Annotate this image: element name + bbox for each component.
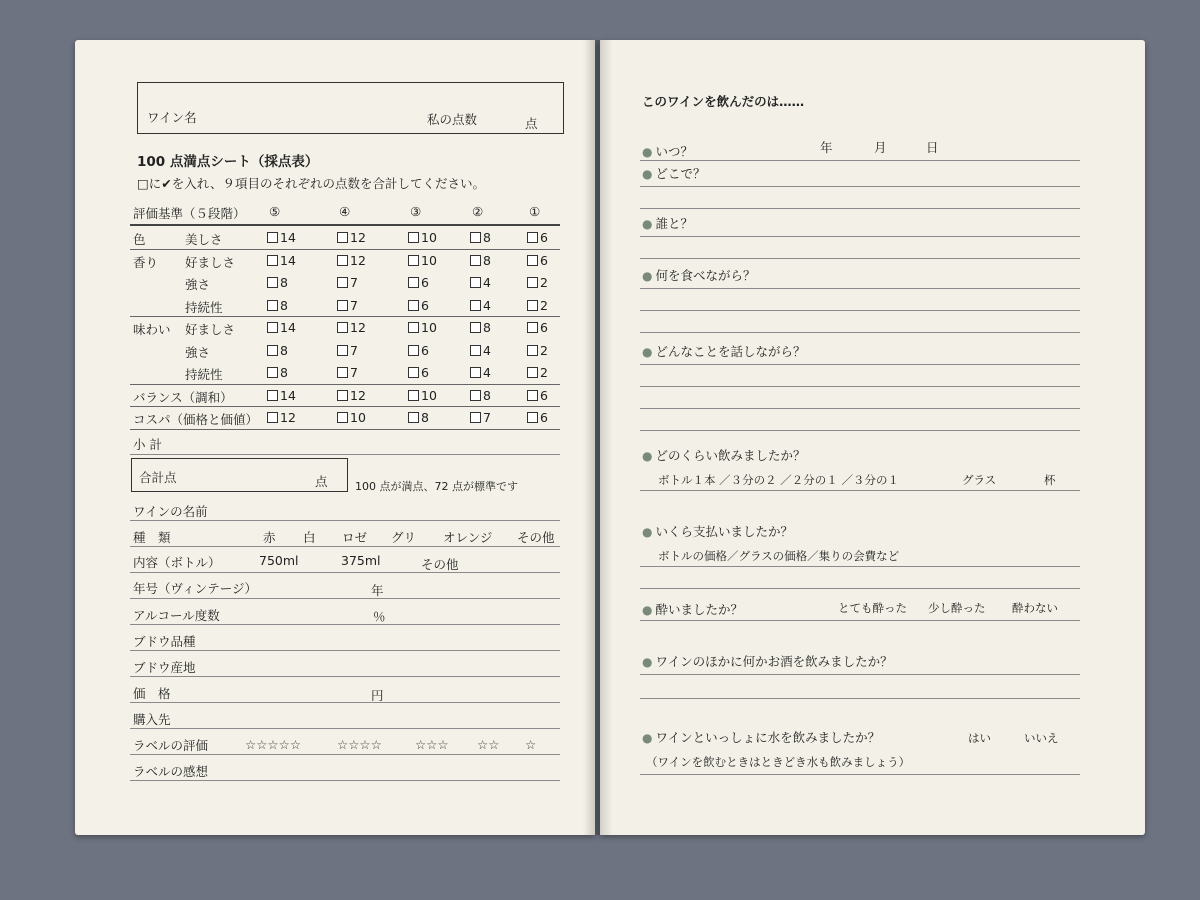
amount-options: ボトル１本 ／３分の２ ／２分の１ ／３分の１ bbox=[658, 473, 899, 487]
water-yes: はい bbox=[968, 731, 991, 745]
total-label: 合計点 bbox=[139, 470, 177, 485]
score-checkbox[interactable]: 7 bbox=[337, 343, 358, 358]
wine-full-name-label: ワインの名前 bbox=[133, 504, 208, 519]
info-rule bbox=[130, 728, 560, 729]
answer-line bbox=[640, 364, 1080, 365]
score-checkbox[interactable]: 2 bbox=[527, 298, 548, 313]
score-checkbox[interactable]: 12 bbox=[337, 253, 366, 268]
answer-line bbox=[640, 620, 1080, 621]
page-gutter bbox=[583, 40, 613, 835]
sheet-title: 100 点満点シート（採点表） bbox=[137, 154, 319, 170]
volume-label: 内容（ボトル） bbox=[133, 555, 221, 570]
score-level-header: ⑤ bbox=[269, 204, 281, 219]
score-checkbox[interactable]: 4 bbox=[470, 298, 491, 313]
score-level-header: ① bbox=[529, 204, 541, 219]
score-checkbox[interactable]: 8 bbox=[470, 230, 491, 245]
subtotal-rule bbox=[130, 454, 560, 455]
score-checkbox[interactable]: 14 bbox=[267, 320, 296, 335]
vintage-unit: 年 bbox=[371, 583, 384, 598]
when-question: ● いつ？ bbox=[642, 142, 693, 160]
drunk-very: とても酔った bbox=[838, 601, 907, 615]
amount-question: ● どのくらい飲みましたか？ bbox=[642, 446, 806, 464]
answer-line bbox=[640, 408, 1080, 409]
volume-375: 375ml bbox=[341, 553, 381, 568]
score-checkbox[interactable]: 8 bbox=[470, 388, 491, 403]
grape-label: ブドウ品種 bbox=[133, 634, 196, 649]
score-checkbox[interactable]: 7 bbox=[337, 365, 358, 380]
criteria-category: 色 bbox=[133, 232, 146, 247]
date-month: 月 bbox=[874, 140, 887, 155]
info-rule bbox=[130, 780, 560, 781]
score-checkbox[interactable]: 8 bbox=[470, 320, 491, 335]
answer-line bbox=[640, 310, 1080, 311]
score-checkbox[interactable]: 6 bbox=[408, 343, 429, 358]
info-rule bbox=[130, 546, 560, 547]
score-checkbox[interactable]: 8 bbox=[408, 410, 429, 425]
score-checkbox[interactable]: 6 bbox=[527, 253, 548, 268]
score-checkbox[interactable]: 12 bbox=[337, 320, 366, 335]
type-red: 赤 bbox=[263, 530, 276, 545]
score-checkbox[interactable]: 8 bbox=[267, 365, 288, 380]
info-rule bbox=[130, 676, 560, 677]
score-checkbox[interactable]: 7 bbox=[337, 275, 358, 290]
score-checkbox[interactable]: 6 bbox=[527, 230, 548, 245]
price-unit: 円 bbox=[371, 688, 384, 703]
total-unit: 点 bbox=[315, 474, 328, 489]
score-checkbox[interactable]: 6 bbox=[408, 275, 429, 290]
answer-line bbox=[640, 674, 1080, 675]
volume-750: 750ml bbox=[259, 553, 299, 568]
talk-question: ● どんなことを話しながら？ bbox=[642, 342, 806, 360]
answer-line bbox=[640, 236, 1080, 237]
score-checkbox[interactable]: 6 bbox=[527, 320, 548, 335]
answer-line bbox=[640, 332, 1080, 333]
date-day: 日 bbox=[926, 140, 939, 155]
criteria-subitem: 好ましさ bbox=[185, 322, 236, 337]
score-checkbox[interactable]: 6 bbox=[408, 298, 429, 313]
info-rule bbox=[130, 572, 560, 573]
water-question: ● ワインといっしょに水を飲みましたか？ bbox=[642, 728, 880, 746]
score-group-rule bbox=[130, 384, 560, 385]
score-checkbox[interactable]: 14 bbox=[267, 253, 296, 268]
score-checkbox[interactable]: 4 bbox=[470, 275, 491, 290]
amount-glass: グラス bbox=[962, 473, 997, 487]
score-checkbox[interactable]: 10 bbox=[337, 410, 366, 425]
alcohol-unit: ％ bbox=[373, 609, 386, 624]
criteria-label: 評価基準（５段階） bbox=[133, 206, 246, 221]
score-checkbox[interactable]: 2 bbox=[527, 365, 548, 380]
notebook-spread bbox=[75, 40, 1145, 835]
score-level-header: ③ bbox=[410, 204, 422, 219]
stars-2: ☆☆ bbox=[477, 737, 500, 752]
where-question: ● どこで？ bbox=[642, 164, 706, 182]
answer-line bbox=[640, 490, 1080, 491]
answer-line bbox=[640, 186, 1080, 187]
other-drink-question: ● ワインのほかに何かお酒を飲みましたか？ bbox=[642, 652, 893, 670]
score-checkbox[interactable]: 10 bbox=[408, 320, 437, 335]
answer-line bbox=[640, 208, 1080, 209]
criteria-category: コスパ（価格と価値） bbox=[133, 412, 259, 427]
score-checkbox[interactable]: 6 bbox=[408, 365, 429, 380]
pay-options: ボトルの価格／グラスの価格／集りの会費など bbox=[658, 549, 900, 563]
score-group-rule bbox=[130, 429, 560, 430]
score-checkbox[interactable]: 12 bbox=[337, 230, 366, 245]
info-rule bbox=[130, 520, 560, 521]
score-checkbox[interactable]: 2 bbox=[527, 343, 548, 358]
answer-line bbox=[640, 698, 1080, 699]
score-checkbox[interactable]: 7 bbox=[337, 298, 358, 313]
type-gris: グリ bbox=[391, 530, 417, 545]
stars-3: ☆☆☆ bbox=[415, 737, 449, 752]
sheet-instruction: □に✔を入れ、９項目のそれぞれの点数を合計してください。 bbox=[137, 176, 486, 191]
info-rule bbox=[130, 598, 560, 599]
info-rule bbox=[130, 624, 560, 625]
drunk-none: 酔わない bbox=[1012, 601, 1058, 615]
score-checkbox[interactable]: 8 bbox=[267, 275, 288, 290]
score-level-header: ② bbox=[472, 204, 484, 219]
right-page bbox=[600, 40, 1145, 835]
wine-name-box bbox=[137, 82, 564, 134]
info-rule bbox=[130, 702, 560, 703]
answer-line bbox=[640, 430, 1080, 431]
answer-line bbox=[640, 774, 1080, 775]
criteria-subitem: 強さ bbox=[185, 277, 211, 292]
type-white: 白 bbox=[303, 530, 316, 545]
score-checkbox[interactable]: 10 bbox=[408, 253, 437, 268]
stars-4: ☆☆☆☆ bbox=[337, 737, 382, 752]
score-checkbox[interactable]: 7 bbox=[470, 410, 491, 425]
answer-line bbox=[640, 588, 1080, 589]
score-checkbox[interactable]: 4 bbox=[470, 343, 491, 358]
date-year: 年 bbox=[820, 140, 833, 155]
table-top-rule bbox=[130, 224, 560, 226]
score-checkbox[interactable]: 10 bbox=[408, 230, 437, 245]
label-impression-label: ラベルの感想 bbox=[133, 764, 209, 779]
shop-label: 購入先 bbox=[133, 712, 171, 727]
answer-line bbox=[640, 386, 1080, 387]
drunk-question: ● 酔いましたか？ bbox=[642, 600, 743, 618]
water-note: （ワインを飲むときはときどき水も飲みましょう） bbox=[646, 755, 911, 769]
my-score-label: 私の点数 bbox=[427, 112, 478, 127]
score-group-rule bbox=[130, 249, 560, 250]
my-score-unit: 点 bbox=[525, 116, 538, 131]
score-checkbox[interactable]: 14 bbox=[267, 388, 296, 403]
score-checkbox[interactable]: 4 bbox=[470, 365, 491, 380]
answer-line bbox=[640, 288, 1080, 289]
subtotal-label: 小 計 bbox=[133, 437, 162, 452]
price-label: 価 格 bbox=[133, 686, 171, 701]
info-rule bbox=[130, 650, 560, 651]
score-checkbox[interactable]: 14 bbox=[267, 230, 296, 245]
criteria-subitem: 美しさ bbox=[185, 232, 223, 247]
answer-line bbox=[640, 160, 1080, 161]
stars-5: ☆☆☆☆☆ bbox=[245, 737, 302, 752]
score-checkbox[interactable]: 6 bbox=[527, 410, 548, 425]
score-checkbox[interactable]: 12 bbox=[337, 388, 366, 403]
criteria-subitem: 好ましさ bbox=[185, 254, 236, 270]
wine-name-label: ワイン名 bbox=[147, 110, 197, 125]
score-checkbox[interactable]: 12 bbox=[267, 410, 296, 425]
drunk-little: 少し酔った bbox=[928, 601, 986, 615]
type-label: 種 類 bbox=[133, 530, 171, 545]
score-level-header: ④ bbox=[339, 204, 351, 219]
criteria-subitem: 強さ bbox=[185, 344, 211, 360]
label-eval-label: ラベルの評価 bbox=[133, 738, 209, 753]
stars-1: ☆ bbox=[525, 737, 537, 752]
answer-line bbox=[640, 258, 1080, 259]
score-checkbox[interactable]: 2 bbox=[527, 275, 548, 290]
score-group-rule bbox=[130, 316, 560, 317]
region-label: ブドウ産地 bbox=[133, 660, 196, 675]
criteria-category: バランス（調和） bbox=[133, 389, 233, 405]
volume-other: その他 bbox=[421, 557, 459, 572]
info-rule bbox=[130, 754, 560, 755]
score-checkbox[interactable]: 8 bbox=[470, 253, 491, 268]
water-no: いいえ bbox=[1024, 731, 1059, 745]
criteria-subitem: 持続性 bbox=[185, 367, 223, 382]
score-group-rule bbox=[130, 406, 560, 407]
type-orange: オレンジ bbox=[443, 530, 493, 545]
score-checkbox[interactable]: 6 bbox=[527, 388, 548, 403]
food-question: ● 何を食べながら？ bbox=[642, 266, 756, 284]
score-checkbox[interactable]: 8 bbox=[267, 298, 288, 313]
left-page bbox=[75, 40, 595, 835]
type-rose: ロゼ bbox=[342, 530, 368, 545]
criteria-category: 味わい bbox=[133, 322, 171, 337]
criteria-category: 香り bbox=[133, 254, 159, 270]
answer-line bbox=[640, 566, 1080, 567]
vintage-label: 年号（ヴィンテージ） bbox=[133, 581, 258, 596]
total-note: 100 点が満点、72 点が標準です bbox=[355, 480, 518, 493]
criteria-subitem: 持続性 bbox=[185, 299, 223, 315]
score-checkbox[interactable]: 8 bbox=[267, 343, 288, 358]
alcohol-label: アルコール度数 bbox=[133, 608, 220, 623]
with-question: ● 誰と？ bbox=[642, 214, 693, 232]
score-checkbox[interactable]: 10 bbox=[408, 388, 437, 403]
amount-glass-unit: 杯 bbox=[1044, 473, 1056, 487]
pay-question: ● いくら支払いましたか？ bbox=[642, 522, 793, 540]
right-title: このワインを飲んだのは…… bbox=[642, 94, 805, 109]
type-other: その他 bbox=[517, 530, 555, 545]
